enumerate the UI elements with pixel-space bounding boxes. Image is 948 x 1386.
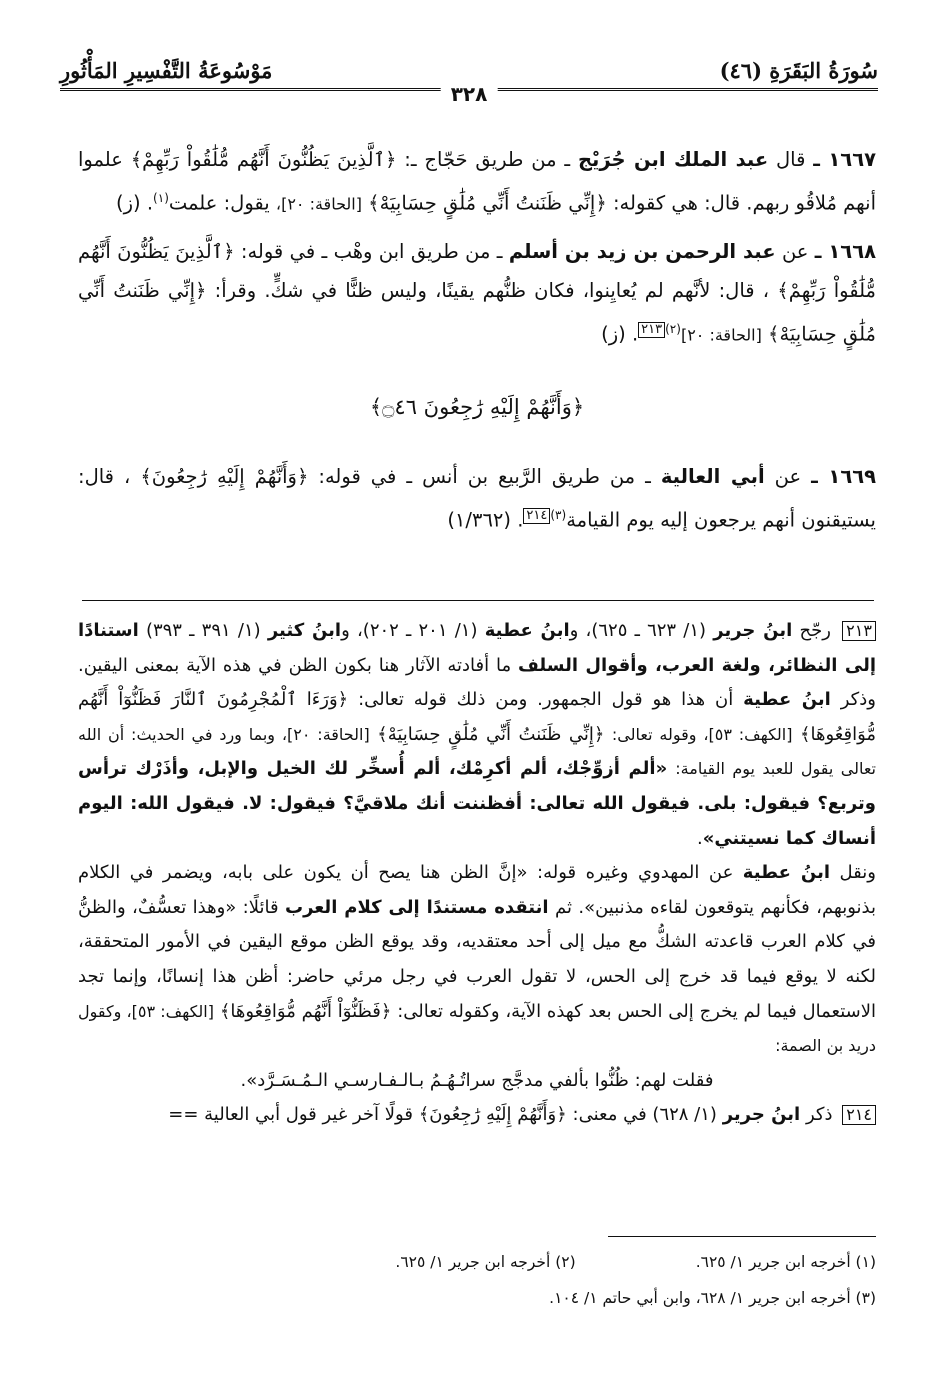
quran-quote: ﴿وَأَنَّهُمْ إِلَيْهِ رَٰجِعُونَ﴾ xyxy=(140,465,309,488)
quran-quote: ﴿إِنِّي ظَنَنتُ أَنِّي مُلَٰقٍ حِسَابِيَهْ﴾ xyxy=(78,278,876,345)
footnote-3: (٣) أخرجه ابن جرير ١/ ٦٢٨، وابن أبي حاتم ١/ ١٠٤. xyxy=(549,1289,876,1307)
quran-quote: ﴿فَظَنُّوٓاْ أَنَّهُم مُّوَاقِعُوهَا﴾ xyxy=(219,1000,392,1022)
footnote-1: (١) أخرجه ابن جرير ١/ ٦٢٥. xyxy=(695,1253,876,1271)
scholar-name: ابنُ عطية xyxy=(742,862,831,884)
quran-quote: ﴿إِنِّي ظَنَنتُ أَنِّي مُلَٰقٍ حِسَابِيَهْ﴾ xyxy=(368,191,607,215)
scholar-name: ابنُ عطية xyxy=(743,689,831,711)
narrator-name: عبد الرحمن بن زيد بن أسلم xyxy=(508,239,776,263)
book-title: مَوْسُوعَةُ التَّفْسِيرِ المَأْثُورِ xyxy=(60,58,273,83)
quran-quote: ﴿وَأَنَّهُمْ إِلَيْهِ رَٰجِعُونَ﴾ xyxy=(418,1104,567,1126)
poetry-verse: فقلت لهم: ظُنُّوا بألفي مدجَّج سراتُـهُـمُ بـالـفـارسـي الـمُـسَـرَّد». xyxy=(240,1069,714,1091)
footnote-separator xyxy=(608,1236,876,1237)
athar-number: ١٦٦٩ ـ xyxy=(811,465,877,488)
quran-quote: ﴿ٱلَّذِينَ يَظُنُّونَ أَنَّهُم مُّلَٰقُواْ رَبِّهِمْ﴾ xyxy=(78,239,876,302)
page-header xyxy=(60,58,878,104)
note-box-ref[interactable]: ٢١٣ xyxy=(638,322,665,338)
quran-quote: ﴿إِنِّي ظَنَنتُ أَنِّي مُلَٰقٍ حِسَابِيَهْ﴾ xyxy=(377,723,605,745)
scholar-name: ابنُ جرير xyxy=(722,1104,801,1126)
athar-1667: ١٦٦٧ ـ قال عبد الملك ابن جُرَيْج ـ من طريق حَجّاج ـ: ﴿ٱلَّذِينَ يَظُنُّونَ أَنَّهُم مُّلَٰقُواْ رَبِّهِمْ﴾ علموا أنهم مُلاقُو ربهم. قال: هي كقوله: ﴿إِنِّي ظَنَنتُ أَنِّي مُلَٰقٍ حِسَابِيَهْ﴾ [الحاقة: ٢٠]، يقول: علمت$^{(١)}$. (ز) xyxy=(78,148,877,215)
surah-ref: [الحاقة: ٢٠]، وبما ورد في الحديث: أن الله تعالى يقول للعبد يوم القيامة: xyxy=(78,724,877,779)
page-number: ٣٢٨ xyxy=(441,82,498,106)
surah-ref: [الحاقة: ٢٠] xyxy=(680,325,762,344)
footnote-marker[interactable]: (٣) xyxy=(550,508,567,522)
main-text xyxy=(78,140,876,548)
athar-1669: ١٦٦٩ ـ عن أبي العالية ـ من طريق الرَّبيع بن أنس ـ في قوله: ﴿وَأَنَّهُمْ إِلَيْهِ رَٰجِعُونَ﴾ ، قال: يستيقنون أنهم يرجعون إليه يوم القيامة$^{(٣)}$٢١٤. (١/٣٦٢) xyxy=(78,465,877,532)
surah-ref: [الحاقة: ٢٠]، xyxy=(275,194,362,214)
scholar-name: ابنُ جرير xyxy=(713,620,793,641)
surah-ref: [الكهف: ٥٣]، وقوله تعالى: xyxy=(611,724,793,744)
footnotes xyxy=(78,1244,876,1316)
athar-number: ١٦٦٧ ـ xyxy=(813,148,877,171)
note-box-ref[interactable]: ٢١٤ xyxy=(523,508,550,524)
quran-quote: ﴿ٱلَّذِينَ يَظُنُّونَ أَنَّهُم مُّلَٰقُواْ رَبِّهِمْ﴾ xyxy=(130,148,397,171)
athar-number: ١٦٦٨ ـ xyxy=(814,239,877,263)
note-box: ٢١٣ xyxy=(842,621,876,641)
narrator-name: أبي العالية xyxy=(660,465,765,488)
narrator-name: عبد الملك ابن جُرَيْج xyxy=(577,148,769,171)
footnote-marker[interactable]: (١) xyxy=(153,191,169,205)
footnote-2: (٢) أخرجه ابن جرير ١/ ٦٢٥. xyxy=(395,1253,576,1271)
quran-quote: ﴿وَرَءَا ٱلْمُجْرِمُونَ ٱلنَّارَ فَظَنُّوٓاْ أَنَّهُم مُّوَاقِعُوهَا﴾ xyxy=(78,689,877,745)
athar-1668: ١٦٦٨ ـ عن عبد الرحمن بن زيد بن أسلم ـ من طريق ابن وهْب ـ في قوله: ﴿ٱلَّذِينَ يَظُنُّونَ أَنَّهُم مُّلَٰقُواْ رَبِّهِمْ﴾ ، قال: لأنَّهم لم يُعايِنوا، فكان ظنُّهم يقينًا، وليس ظنًّا في شكٍّ. وقرأ: ﴿إِنِّي ظَنَنتُ أَنِّي مُلَٰقٍ حِسَابِيَهْ﴾ [الحاقة: ٢٠]$^{(٢)}$٢١٣. (ز) xyxy=(78,239,877,345)
notes-separator xyxy=(82,600,874,601)
method-phrase: استنادًا إلى النظائر، ولغة العرب، وأقوال السلف xyxy=(78,620,876,676)
scholar-name: ابنُ عطية xyxy=(484,620,570,641)
note-box: ٢١٤ xyxy=(842,1105,876,1125)
footnote-row xyxy=(78,1244,876,1280)
footnote-marker[interactable]: (٢) xyxy=(665,321,681,336)
surah-ref: [الكهف: ٥٣]، وكقول دريد بن الصمة: xyxy=(78,1001,876,1056)
note-213: ٢١٣ رجّح ابنُ جرير (١/ ٦٢٣ ـ ٦٢٥)، وابنُ عطية (١/ ٢٠١ ـ ٢٠٢)، وابنُ كثير (١/ ٣٩١ ـ ٣٩٣) استنادًا إلى النظائر، ولغة العرب، وأقوال السلف ما أفادته الآثار هنا بكون الظن في هذه الآية بمعنى اليقين. وذكر ابنُ عطية أن هذا هو قول الجمهور. ومن ذلك قوله تعالى: ﴿وَرَءَا ٱلْمُجْرِمُونَ ٱلنَّارَ فَظَنُّوٓاْ أَنَّهُم مُّوَاقِعُوهَا﴾ [الكهف: ٥٣]، وقوله تعالى: ﴿إِنِّي ظَنَنتُ أَنِّي مُلَٰقٍ حِسَابِيَهْ﴾ [الحاقة: ٢٠]، وبما ورد في الحديث: أن الله تعالى يقول للعبد يوم القيامة: «ألم أزوِّجْك، ألم أكرِمْك، ألم أُسخِّر لك الخيل والإبل، وأذَرْك ترأس وتربع؟ فيقول: بلى. فيقول الله تعالى: أفظننت أنك ملاقيَّ؟ فيقول: لا. فيقول الله: اليوم أنساك كما نسيتني». ونقل ابنُ عطية عن المهدوي وغيره قوله: «إنَّ الظن هنا يصح أن يكون على بابه، ويضمر في الكلام بذنوبهم، فكأنهم يتوقعون لقاءه مذنبين». ثم انتقده مستندًا إلى كلام العرب قائلًا: «وهذا تعسُّفٌ، والظنُّ في كلام العرب قاعدته الشكُّ مع ميل إلى أحد معتقديه، وقد يوقع الظن موقع اليقين في الأمور المتحققة، لكنه لا يوقع فيما قد خرج إلى الحس، لا تقول العرب في رجل مرئي حاضر: أظن هذا إنسانًا، وإنما تجد الاستعمال فيما لم يخرج إلى الحس بعد كهذه الآية، وكقوله تعالى: ﴿فَظَنُّوٓاْ أَنَّهُم مُّوَاقِعُوهَا﴾ [الكهف: ٥٣]، وكقول دريد بن الصمة: فقلت لهم: ظُنُّوا بألفي مدجَّج سراتُـهُـمُ بـالـفـارسـي الـمُـسَـرَّد». xyxy=(78,614,876,1098)
scholar-name: ابنُ كثير xyxy=(267,620,342,641)
method-phrase: انتقده مستندًا إلى كلام العرب xyxy=(284,896,549,918)
note-214: ٢١٤ ذكر ابنُ جرير (١/ ٦٢٨) في معنى: ﴿وَأَنَّهُمْ إِلَيْهِ رَٰجِعُونَ﴾ قولًا آخر غير قول أبي العالية == xyxy=(78,1098,876,1133)
ayah-heading: ﴿وَأَنَّهُمْ إِلَيْهِ رَٰجِعُونَ ۝٤٦﴾ xyxy=(369,395,585,419)
surah-title: سُورَةُ البَقَرَةِ (٤٦) xyxy=(719,58,878,83)
commentary-notes xyxy=(78,614,876,1133)
hadith-quote: «ألم أزوِّجْك، ألم أكرِمْك، ألم أُسخِّر لك الخيل والإبل، وأذَرْك ترأس وتربع؟ فيقول: بلى. فيقول الله تعالى: أفظننت أنك ملاقيَّ؟ فيقول: لا. فيقول الله: اليوم أنساك كما نسيتني» xyxy=(78,758,876,849)
